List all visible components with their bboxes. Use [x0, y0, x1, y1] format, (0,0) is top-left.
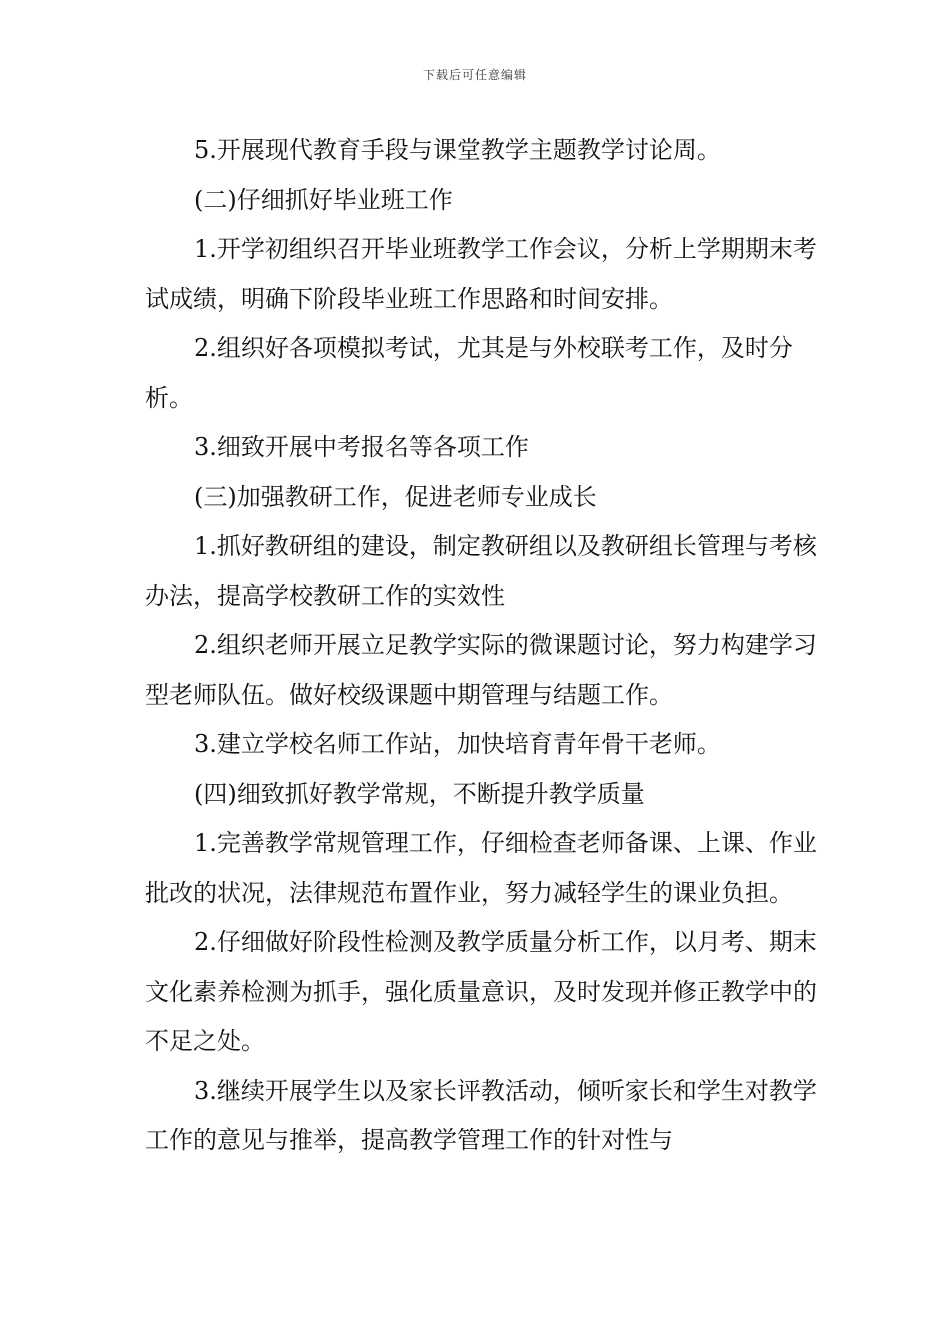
paragraph: 3.继续开展学生以及家长评教活动，倾听家长和学生对教学工作的意见与推举，提高教学管理工作的针对性与 — [145, 1076, 817, 1154]
section-heading: (二)仔细抓好毕业班工作 — [194, 185, 453, 214]
page-header-note: 下载后可任意编辑 — [422, 68, 527, 82]
paragraph: 2.仔细做好阶段性检测及教学质量分析工作，以月考、期末文化素养检测为抓手，强化质量意识，及时发现并修正教学中的不足之处。 — [145, 928, 817, 1055]
paragraph: 1.开学初组织召开毕业班教学工作会议，分析上学期期末考试成绩，明确下阶段毕业班工作思路和时间安排。 — [145, 235, 817, 313]
paragraph: 5.开展现代教育手段与课堂教学主题教学讨论周。 — [194, 136, 721, 164]
document-body — [145, 126, 825, 1166]
paragraph: 2.组织好各项模拟考试，尤其是与外校联考工作，及时分析。 — [145, 334, 793, 412]
paragraph: 3.建立学校名师工作站，加快培育青年骨干老师。 — [194, 730, 721, 758]
section-heading: (三)加强教研工作，促进老师专业成长 — [194, 482, 597, 511]
paragraph: 2.组织老师开展立足教学实际的微课题讨论，努力构建学习型老师队伍。做好校级课题中期管理与结题工作。 — [145, 631, 817, 709]
paragraph: 1.抓好教研组的建设，制定教研组以及教研组长管理与考核办法，提高学校教研工作的实效性 — [145, 532, 817, 610]
paragraph: 1.完善教学常规管理工作，仔细检查老师备课、上课、作业批改的状况，法律规范布置作业，努力减轻学生的课业负担。 — [145, 829, 817, 907]
paragraph: 3.细致开展中考报名等各项工作 — [194, 433, 529, 461]
section-heading: (四)细致抓好教学常规，不断提升教学质量 — [194, 779, 645, 808]
